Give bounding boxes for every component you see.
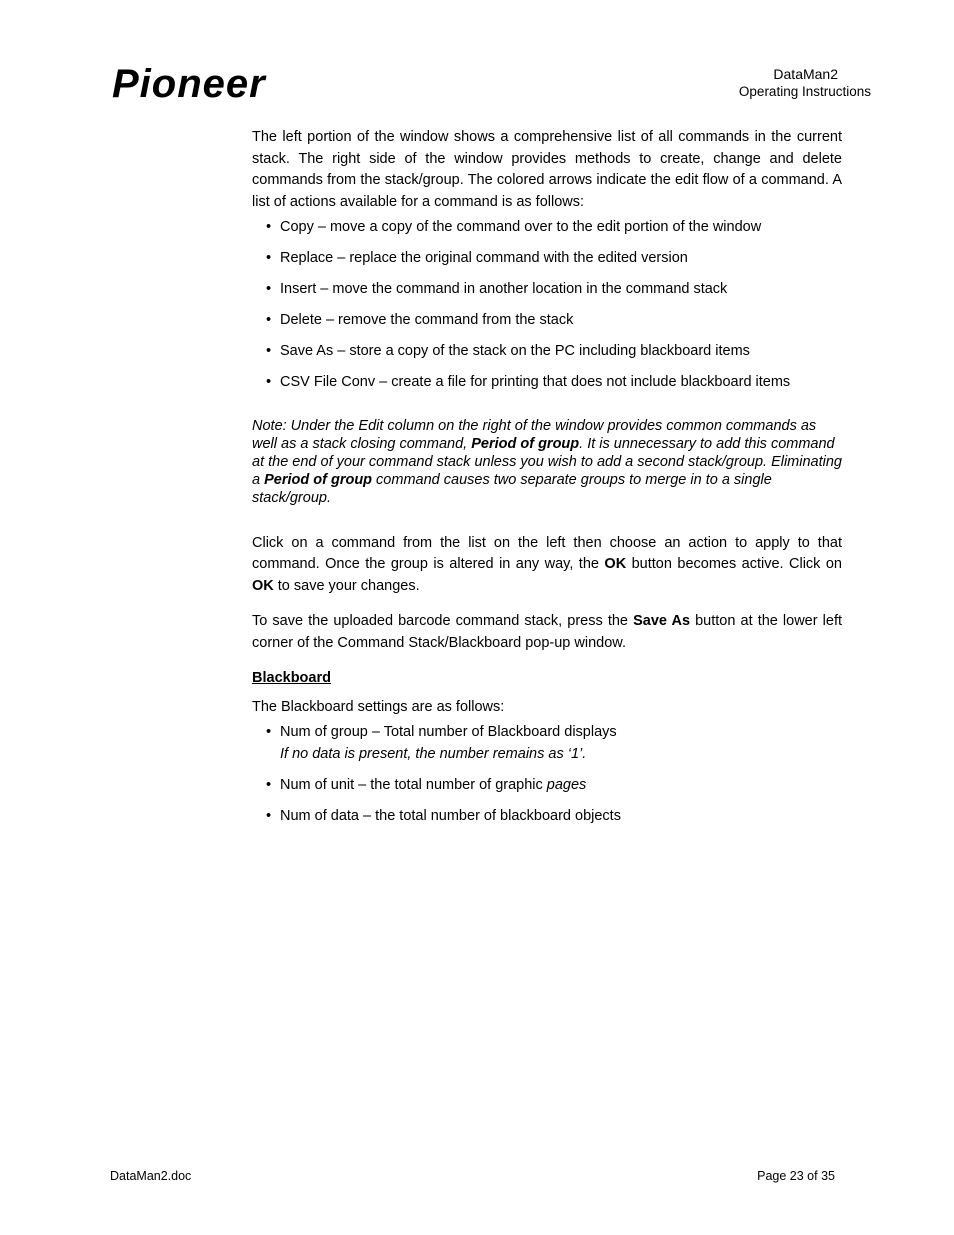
footer-filename: DataMan2.doc	[110, 1169, 192, 1183]
list-item: • Insert – move the command in another location in the command stack	[252, 279, 842, 301]
save-paragraph	[252, 611, 842, 654]
note-paragraph	[252, 417, 842, 507]
list-item: • Save As – store a copy of the stack on the PC including blackboard items	[252, 341, 842, 363]
note-emphasis: Period of group	[264, 471, 373, 488]
list-item	[252, 722, 842, 765]
blackboard-list	[252, 722, 842, 827]
list-item: • Replace – replace the original command with the edited version	[252, 248, 842, 270]
paragraph-text: button at the lower left corner of the Command Stack/Blackboard pop-up window.	[252, 613, 843, 651]
list-item: • Num of data – the total number of blackboard objects	[252, 806, 842, 828]
list-item	[252, 775, 842, 797]
svg-text:Pioneer: Pioneer	[112, 62, 266, 104]
note-text: command causes two separate groups to merge in to a single stack/group.	[252, 471, 772, 506]
list-item-text: Num of unit – the total number of graphic	[280, 776, 547, 793]
list-item-note: If no data is present, the number remains as ‘1’.	[280, 745, 587, 762]
click-paragraph	[252, 533, 842, 598]
note-emphasis: Period of group	[471, 435, 580, 452]
paragraph-text: button becomes active. Click on	[626, 556, 842, 572]
ok-emphasis: OK	[252, 577, 274, 594]
header-subtitle: Operating Instructions	[738, 84, 871, 99]
document-body	[252, 127, 842, 837]
list-item-text: Num of group – Total number of Blackboard displays	[280, 724, 617, 740]
paragraph-text: Click on a command from the list on the left then choose an action to apply to that command. Once the group is altered in any way, the	[252, 534, 842, 572]
header-title: DataMan2	[773, 66, 838, 82]
list-item-italic: pages	[546, 776, 587, 793]
note-text: . It is unnecessary to add this command at the end of your command stack unless you wish to add a second stack/group. Eliminating a	[252, 435, 842, 488]
note-text: Note: Under the Edit column on the right of the window provides common commands as well as a stack closing command,	[252, 417, 817, 452]
list-item: • CSV File Conv – create a file for printing that does not include blackboard items	[252, 372, 842, 394]
paragraph-text: To save the uploaded barcode command stack, press the	[252, 613, 634, 629]
blackboard-intro: The Blackboard settings are as follows:	[252, 698, 505, 715]
save-as-emphasis: Save As	[633, 613, 691, 629]
blackboard-heading: Blackboard	[252, 670, 331, 686]
footer-page-number: Page 23 of 35	[757, 1169, 835, 1183]
actions-list	[252, 217, 842, 394]
ok-emphasis: OK	[604, 556, 627, 572]
intro-paragraph: The left portion of the window shows a comprehensive list of all commands in the current stack. The right side of the window provides methods to create, change and delete commands from the stack/group. The colored arrows indicate the edit flow of a command. A list of actions available for a command is as follows:	[252, 129, 842, 210]
list-item: • Copy – move a copy of the command over to the edit portion of the window	[252, 217, 842, 239]
paragraph-text: to save your changes.	[273, 577, 420, 594]
pioneer-logo	[110, 62, 354, 104]
list-item: • Delete – remove the command from the stack	[252, 310, 842, 332]
